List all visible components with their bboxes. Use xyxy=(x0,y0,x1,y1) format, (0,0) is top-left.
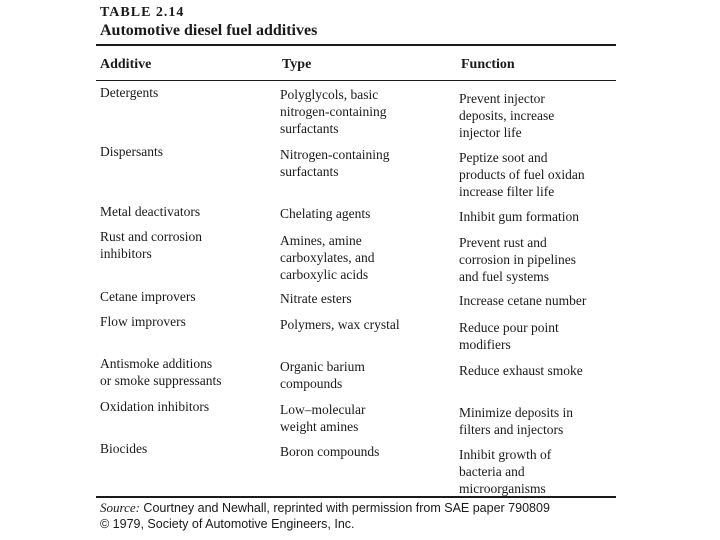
header-additive: Additive xyxy=(100,57,152,72)
cell-function: Inhibit gum formation xyxy=(459,209,579,224)
cell-function: Minimize deposits in filters and injectors xyxy=(459,405,573,437)
table-title: Automotive diesel fuel additives xyxy=(100,22,318,39)
cell-additive: Metal deactivators xyxy=(100,204,201,219)
table-number: TABLE 2.14 xyxy=(100,5,185,20)
cell-function: Prevent injector deposits, increase injector life xyxy=(459,91,555,140)
source-note xyxy=(100,500,550,532)
cell-type: Polyglycols, basic nitrogen-containing surfactants xyxy=(280,87,387,136)
cell-type: Low–molecular weight amines xyxy=(280,402,366,434)
top-rule xyxy=(96,44,616,46)
cell-function: Inhibit growth of bacteria and microorganisms xyxy=(459,447,552,496)
cell-type: Nitrate esters xyxy=(280,291,352,306)
cell-type: Nitrogen-containing surfactants xyxy=(280,147,390,179)
cell-function: Prevent rust and corrosion in pipelines and fuel systems xyxy=(459,235,576,284)
cell-type: Chelating agents xyxy=(280,206,371,221)
cell-additive: Biocides xyxy=(100,441,148,456)
cell-function: Reduce pour point modifiers xyxy=(459,320,559,352)
cell-additive: Oxidation inhibitors xyxy=(100,399,210,414)
header-function: Function xyxy=(461,57,515,72)
cell-additive: Rust and corrosion inhibitors xyxy=(100,229,202,261)
cell-additive: Antismoke additions or smoke suppressants xyxy=(100,356,222,388)
cell-function: Increase cetane number xyxy=(459,293,587,308)
cell-type: Organic barium compounds xyxy=(280,359,365,391)
bottom-rule xyxy=(96,496,616,498)
source-label: Source: xyxy=(100,500,140,515)
source-text: Courtney and Newhall, reprinted with permission from SAE paper 790809 © 1979, Society of Automotive Engineers, Inc. xyxy=(100,501,550,531)
cell-type: Boron compounds xyxy=(280,444,380,459)
cell-additive: Detergents xyxy=(100,85,159,100)
cell-additive: Cetane improvers xyxy=(100,289,196,304)
cell-type: Amines, amine carboxylates, and carboxylic acids xyxy=(280,233,375,282)
header-type: Type xyxy=(282,57,312,72)
cell-type: Polymers, wax crystal xyxy=(280,317,400,332)
cell-additive: Dispersants xyxy=(100,144,163,159)
header-rule xyxy=(96,80,616,81)
cell-function: Reduce exhaust smoke xyxy=(459,363,583,378)
cell-additive: Flow improvers xyxy=(100,314,186,329)
cell-function: Peptize soot and products of fuel oxidan increase filter life xyxy=(459,150,585,199)
